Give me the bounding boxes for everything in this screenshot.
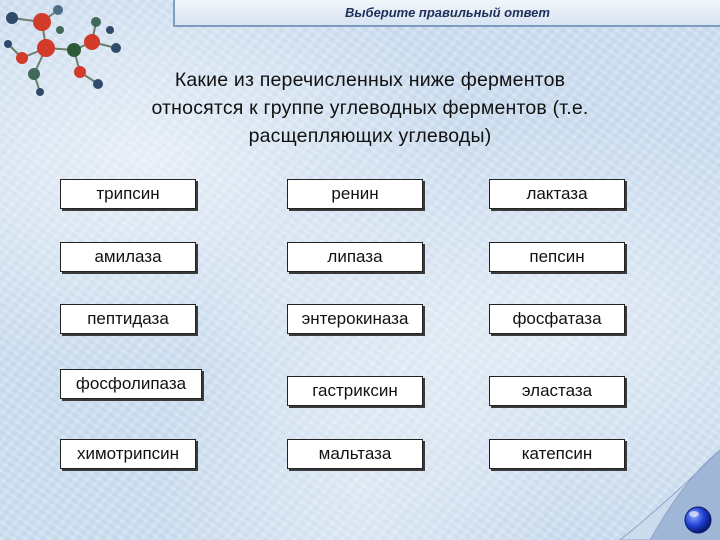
option-lipaza[interactable]: липаза xyxy=(287,242,423,272)
option-gastriksin[interactable]: гастриксин xyxy=(287,376,423,406)
option-amilaza[interactable]: амилаза xyxy=(60,242,196,272)
option-laktaza[interactable]: лактаза xyxy=(489,179,625,209)
question-line-1: Какие из перечисленных ниже ферментов xyxy=(174,69,566,91)
question-text xyxy=(110,66,630,150)
question-line-3: расщепляющих углеводы) xyxy=(248,125,492,147)
next-slide-icon[interactable] xyxy=(683,505,713,535)
option-pepsin[interactable]: пепсин xyxy=(489,242,625,272)
option-enterokinaza[interactable]: энтерокиназа xyxy=(287,304,423,334)
option-peptidaza[interactable]: пептидаза xyxy=(60,304,196,334)
option-fosfolipaza[interactable]: фосфолипаза xyxy=(60,369,202,399)
option-katepsin[interactable]: катепсин xyxy=(489,439,625,469)
option-himotripsin[interactable]: химотрипсин xyxy=(60,439,196,469)
option-elastaza[interactable]: эластаза xyxy=(489,376,625,406)
option-maltaza[interactable]: мальтаза xyxy=(287,439,423,469)
option-tripsin[interactable]: трипсин xyxy=(60,179,196,209)
question-line-2: относятся к группе углеводных ферментов (т.е. xyxy=(151,97,589,119)
header-title: Выберите правильный ответ xyxy=(173,0,720,27)
option-fosfataza[interactable]: фосфатаза xyxy=(489,304,625,334)
option-renin[interactable]: ренин xyxy=(287,179,423,209)
